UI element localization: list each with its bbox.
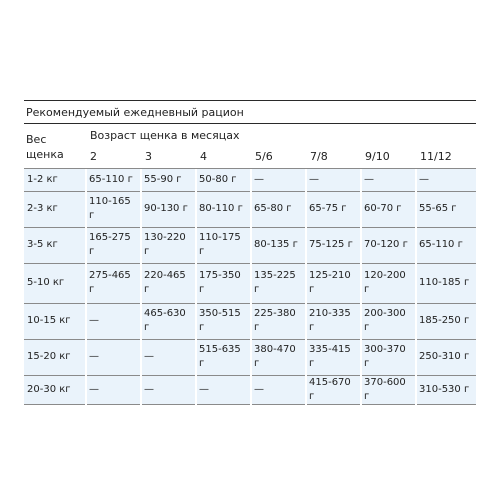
ration-cell: 515-635 г xyxy=(196,339,251,375)
weight-cell: 5-10 кг xyxy=(24,263,86,303)
table-title: Рекомендуемый ежедневный рацион xyxy=(24,100,476,124)
ration-cell: 120-200 г xyxy=(361,263,416,303)
weight-cell: 2-3 кг xyxy=(24,191,86,227)
ration-cell: 65-110 г xyxy=(86,169,141,191)
month-header: 11/12 xyxy=(420,150,452,163)
ration-cell: — xyxy=(141,339,196,375)
ration-cell: 415-670 г xyxy=(306,375,361,404)
ration-cell: 200-300 г xyxy=(361,303,416,339)
ration-cell: 80-110 г xyxy=(196,191,251,227)
data-grid xyxy=(24,169,476,405)
ration-cell: 70-120 г xyxy=(361,227,416,263)
ration-cell: 135-225 г xyxy=(251,263,306,303)
ration-cell: 165-275 г xyxy=(86,227,141,263)
ration-cell: 110-185 г xyxy=(416,263,476,303)
month-header: 7/8 xyxy=(310,150,328,163)
table-row xyxy=(24,191,476,227)
weight-cell: 10-15 кг xyxy=(24,303,86,339)
weight-header-line-1: Вес xyxy=(26,133,47,146)
ration-cell: — xyxy=(251,169,306,191)
ration-cell: 250-310 г xyxy=(416,339,476,375)
weight-cell: 1-2 кг xyxy=(24,169,86,191)
ration-cell: 55-65 г xyxy=(416,191,476,227)
month-header: 2 xyxy=(90,150,97,163)
ration-cell: 275-465 г xyxy=(86,263,141,303)
age-header: Возраст щенка в месяцах xyxy=(90,129,240,142)
month-header: 3 xyxy=(145,150,152,163)
table-row xyxy=(24,339,476,375)
ration-cell: 185-250 г xyxy=(416,303,476,339)
ration-cell: 55-90 г xyxy=(141,169,196,191)
table-row xyxy=(24,169,476,191)
weight-header xyxy=(26,132,86,162)
ration-cell: — xyxy=(86,339,141,375)
ration-cell: — xyxy=(361,169,416,191)
ration-cell: 65-80 г xyxy=(251,191,306,227)
ration-cell: 90-130 г xyxy=(141,191,196,227)
ration-cell: 220-465 г xyxy=(141,263,196,303)
ration-cell: 300-370 г xyxy=(361,339,416,375)
weight-cell: 3-5 кг xyxy=(24,227,86,263)
ration-cell: 60-70 г xyxy=(361,191,416,227)
ration-cell: 80-135 г xyxy=(251,227,306,263)
weight-header-line-2: щенка xyxy=(26,148,64,161)
ration-cell: 130-220 г xyxy=(141,227,196,263)
ration-cell: — xyxy=(251,375,306,404)
table-row xyxy=(24,303,476,339)
ration-cell: 310-530 г xyxy=(416,375,476,404)
ration-cell: 380-470 г xyxy=(251,339,306,375)
table-header xyxy=(24,124,476,169)
month-header: 9/10 xyxy=(365,150,390,163)
ration-cell: — xyxy=(86,375,141,404)
ration-cell: 50-80 г xyxy=(196,169,251,191)
table-row xyxy=(24,227,476,263)
ration-cell: 65-75 г xyxy=(306,191,361,227)
month-header: 4 xyxy=(200,150,207,163)
table-row xyxy=(24,375,476,404)
ration-cell: 175-350 г xyxy=(196,263,251,303)
ration-cell: — xyxy=(141,375,196,404)
ration-cell: 110-165 г xyxy=(86,191,141,227)
weight-cell: 20-30 кг xyxy=(24,375,86,404)
month-header: 5/6 xyxy=(255,150,273,163)
ration-cell: 65-110 г xyxy=(416,227,476,263)
ration-cell: — xyxy=(306,169,361,191)
ration-cell: 75-125 г xyxy=(306,227,361,263)
ration-cell: — xyxy=(416,169,476,191)
ration-cell: 350-515 г xyxy=(196,303,251,339)
ration-cell: 335-415 г xyxy=(306,339,361,375)
ration-cell: — xyxy=(86,303,141,339)
weight-cell: 15-20 кг xyxy=(24,339,86,375)
ration-cell: 110-175 г xyxy=(196,227,251,263)
ration-cell: 465-630 г xyxy=(141,303,196,339)
ration-cell: — xyxy=(196,375,251,404)
feeding-table xyxy=(24,100,476,405)
ration-cell: 370-600 г xyxy=(361,375,416,404)
ration-cell: 210-335 г xyxy=(306,303,361,339)
ration-cell: 125-210 г xyxy=(306,263,361,303)
table-row xyxy=(24,263,476,303)
ration-cell: 225-380 г xyxy=(251,303,306,339)
